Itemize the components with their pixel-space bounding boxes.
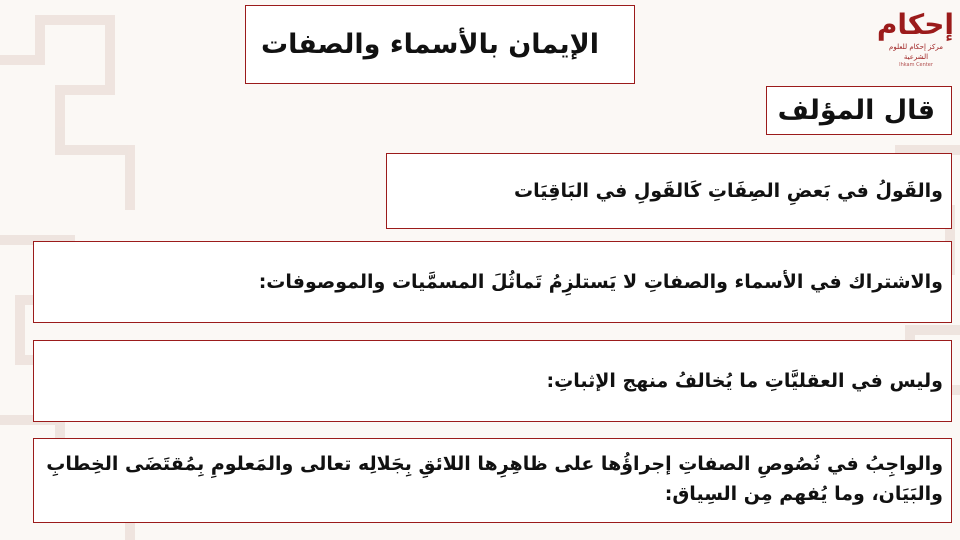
paragraph-4: والواجِبُ في نُصُوصِ الصفاتِ إجراؤُها على ظاهِرِها اللائقِ بِجَلالِه تعالى والمَعلومِ بِمُقتَضَى الخِطابِ والبَيَان، وما يُفهم مِن السِياق:: [46, 453, 943, 505]
logo-subtitle: مركز إحكام للعلوم الشرعية: [889, 43, 943, 61]
paragraph-2: والاشتراك في الأسماء والصفاتِ لا يَستلزِمُ تَماثُلَ المسمَّيات والموصوفات:: [258, 271, 943, 293]
paragraph-3: وليس في العقليَّاتِ ما يُخالفُ منهج الإثباتِ:: [546, 370, 943, 392]
author-heading: قال المؤلف: [766, 86, 952, 135]
brand-logo: [878, 8, 954, 68]
text-box-1: [386, 153, 952, 229]
logo-wordmark: إحكام: [876, 8, 954, 41]
text-box-2: [33, 241, 952, 323]
text-box-4: [33, 438, 952, 523]
slide-title: الإيمان بالأسماء والصفات: [245, 5, 635, 84]
paragraph-1: والقَولُ في بَعضِ الصِفَاتِ كَالقَولِ في البَاقِيَات: [514, 180, 943, 202]
logo-tagline: Ihkam Center: [899, 62, 933, 68]
text-box-3: [33, 340, 952, 422]
